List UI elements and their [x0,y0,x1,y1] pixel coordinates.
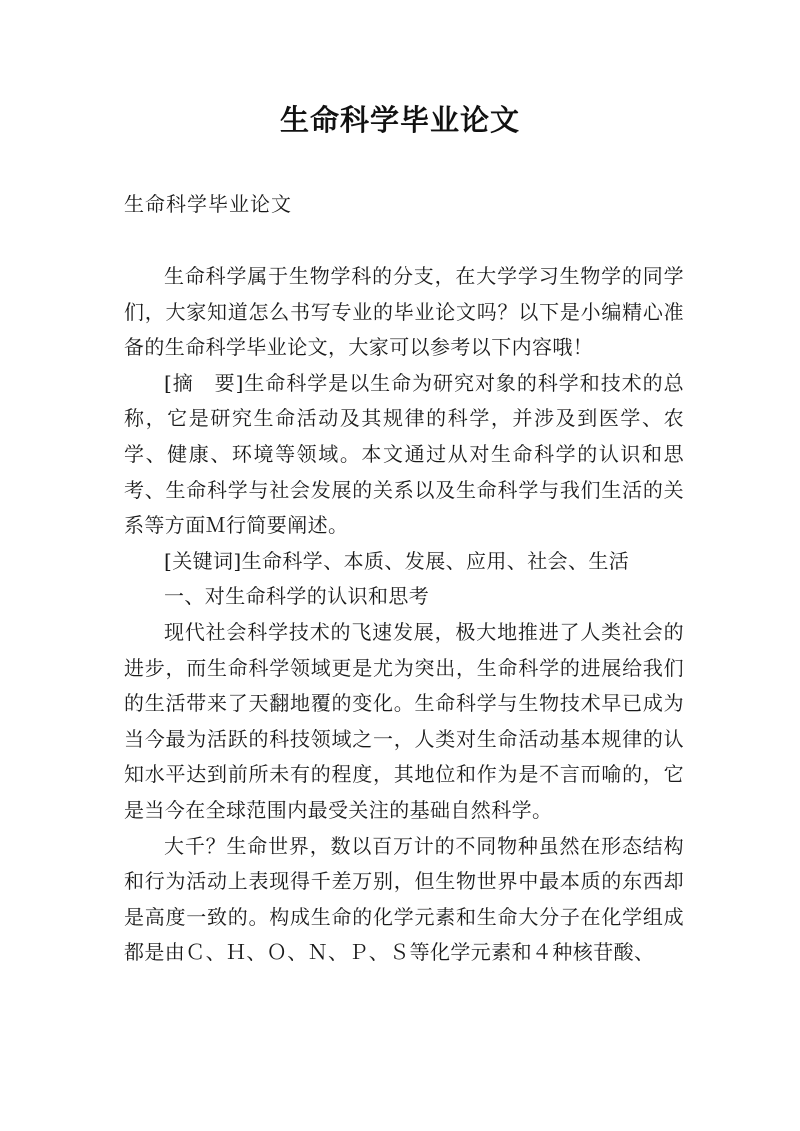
paragraph-body-2: 大千？生命世界，数以百万计的不同物种虽然在形态结构和行为活动上表现得千差万别，但生物世界中最本质的东西却是高度一致的。构成生命的化学元素和生命大分子在化学组成都是由Ｃ、Ｈ、Ｏ、Ｎ、Ｐ、Ｓ等化学元素和４种核苷酸、 [124,833,684,965]
paragraph-body-1: 现代社会科学技术的飞速发展，极大地推进了人类社会的进步，而生命科学领域更是尤为突出，生命科学的进展给我们的生活带来了天翻地覆的变化。生命科学与生物技术早已成为当今最为活跃的科技领域之一，人类对生命活动基本规律的认知水平达到前所未有的程度，其地位和作为是不言而喻的，它是当今在全球范围内最受关注的基础自然科学。 [124,619,684,822]
section-heading: 一、对生命科学的认识和思考 [164,584,430,609]
paragraph-intro: 生命科学属于生物学科的分支，在大学学习生物学的同学们，大家知道怎么书写专业的毕业论文吗？以下是小编精心准备的生命科学毕业论文，大家可以参考以下内容哦！ [124,264,684,360]
paragraph-keywords: [关键词]生命科学、本质、发展、应用、社会、生活 [164,548,630,573]
document-subtitle: 生命科学毕业论文 [124,192,292,216]
paragraph-abstract: [摘 要]生命科学是以生命为研究对象的科学和技术的总称，它是研究生命活动及其规律的科学，并涉及到医学、农学、健康、环境等领域。本文通过从对生命科学的认识和思考、生命科学与社会发展的关系以及生命科学与我们生活的关系等方面Ｍ行简要阐述。 [124,370,684,538]
document-body [124,259,684,971]
document-title: 生命科学毕业论文 [279,103,520,137]
